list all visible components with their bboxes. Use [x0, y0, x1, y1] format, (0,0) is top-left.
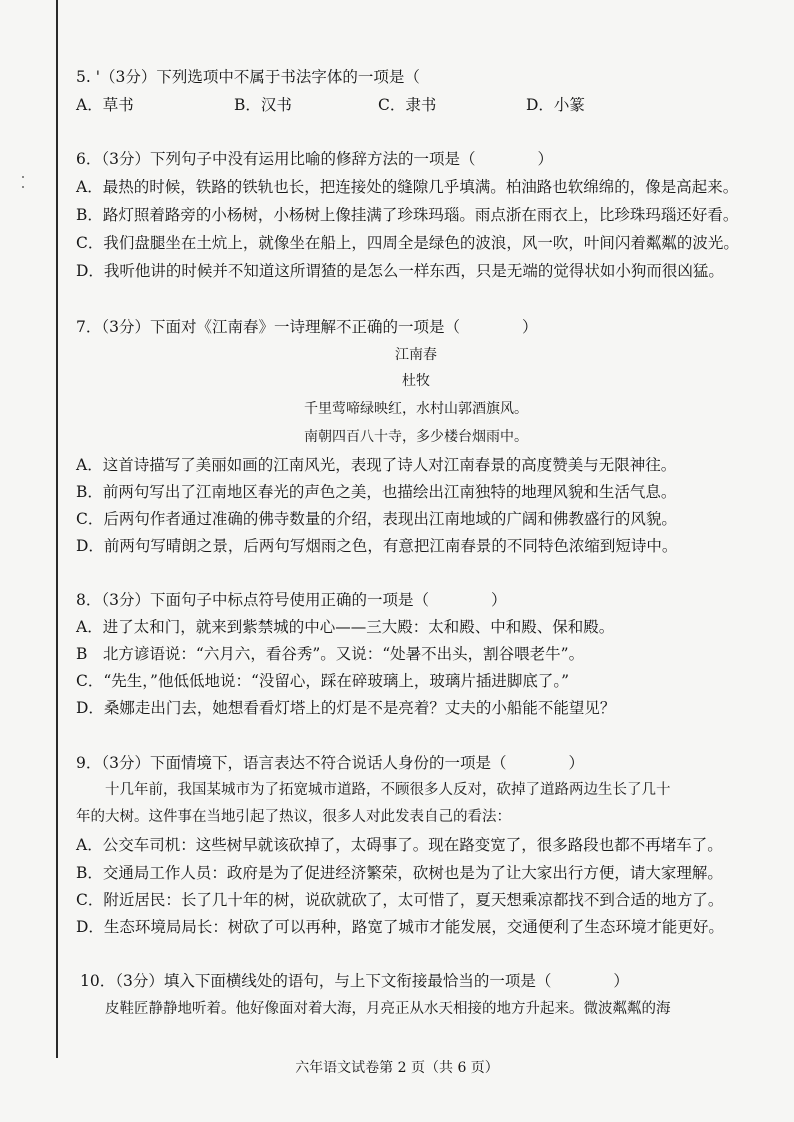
poem-line-2: 南朝四百八十寺，多少楼台烟雨中。 — [304, 429, 528, 445]
option-d[interactable]: D．前两句写晴朗之景，后两句写烟雨之色，有意把江南春景的不同特色浓缩到短诗中。 — [76, 537, 678, 555]
option-a[interactable]: A．这首诗描写了美丽如画的江南风光，表现了诗人对江南春景的高度赞美与无限神往。 — [76, 456, 677, 474]
option-b[interactable]: B．路灯照着路旁的小杨树，小杨树上像挂满了珍珠玛瑙。雨点浙在雨衣上，比珍珠玛瑙还好看。 — [76, 206, 739, 224]
option-c[interactable]: C．我们盘腿坐在土炕上，就像坐在船上，四周全是绿色的波浪，风一吹，叶间闪着粼粼的波光。 — [76, 234, 739, 252]
option-a[interactable]: A．最热的时候，铁路的铁轨也长，把连接处的缝隙几乎填满。柏油路也软绵绵的，像是高起来。 — [76, 178, 739, 196]
scan-speck — [22, 176, 24, 178]
option-a[interactable]: A．草书 — [76, 96, 134, 114]
question-10-stem: 10．（3分）填入下面横线处的语句，与上下文衔接最恰当的一项是（ ） — [80, 972, 629, 990]
option-c[interactable]: C．后两句作者通过准确的佛寺数量的介绍，表现出江南地域的广阔和佛教盛行的风貌。 — [76, 510, 677, 528]
option-d[interactable]: D．我听他讲的时候并不知道这所谓猹的是怎么一样东西，只是无端的觉得状如小狗而很凶猛。 — [76, 262, 724, 280]
option-d[interactable]: D．生态环境局局长：树砍了可以再种，路宽了城市才能发展，交通便利了生态环境才能更好。 — [76, 918, 724, 936]
poem-author: 杜牧 — [402, 373, 430, 389]
option-c[interactable]: C．附近居民：长了几十年的树，说砍就砍了，太可惜了，夏天想乘凉都找不到合适的地方了。 — [76, 891, 724, 909]
option-b[interactable]: B．交通局工作人员：政府是为了促进经济繁荣，砍树也是为了让大家出行方便，请大家理解。 — [76, 864, 723, 882]
page-footer: 六年语文试卷第 2 页（共 6 页） — [295, 1060, 499, 1076]
passage-line: 年的大树。这件事在当地引起了热议，很多人对此发表自己的看法： — [76, 809, 511, 825]
option-c[interactable]: C．“先生，”他低低地说：“没留心，踩在碎玻璃上，玻璃片插进脚底了。” — [76, 672, 570, 690]
option-b[interactable]: B．前两句写出了江南地区春光的声色之美，也描绘出江南独特的地理风貌和生活气息。 — [76, 483, 677, 501]
scan-speck — [22, 186, 24, 188]
option-d[interactable]: D．桑娜走出门去，她想看看灯塔上的灯是不是亮着？丈夫的小船能不能望见？ — [76, 699, 616, 717]
option-a[interactable]: A．进了太和门，就来到紫禁城的中心——三大殿：太和殿、中和殿、保和殿。 — [76, 618, 615, 636]
question-7-stem: 7．（3分）下面对《江南春》一诗理解不正确的一项是（ ） — [76, 318, 538, 336]
binding-margin-line — [56, 0, 58, 1058]
option-d[interactable]: D．小篆 — [526, 96, 585, 114]
option-c[interactable]: C．隶书 — [378, 96, 437, 114]
poem-line-1: 千里莺啼绿映红，水村山郭酒旗风。 — [304, 401, 528, 417]
question-6-stem: 6．（3分）下列句子中没有运用比喻的修辞方法的一项是（ ） — [76, 150, 553, 168]
option-b[interactable]: B 北方谚语说：“六月六，看谷秀”。又说：“处暑不出头，割谷喂老牛”。 — [76, 645, 585, 663]
question-5-stem: 5. '（3分）下列选项中不属于书法字体的一项是（ — [76, 68, 420, 86]
passage-line: 十几年前，我国某城市为了拓宽城市道路，不顾很多人反对，砍掉了道路两边生长了几十 — [76, 782, 671, 798]
option-b[interactable]: B．汉书 — [234, 96, 292, 114]
question-9-stem: 9．（3分）下面情境下，语言表达不符合说话人身份的一项是（ ） — [76, 754, 584, 772]
question-8-stem: 8．（3分）下面句子中标点符号使用正确的一项是（ ） — [76, 591, 507, 609]
poem-title: 江南春 — [395, 347, 437, 363]
passage-line: 皮鞋匠静静地听着。他好像面对着大海，月亮正从水天相接的地方升起来。微波粼粼的海 — [76, 1001, 671, 1017]
option-a[interactable]: A．公交车司机：这些树早就该砍掉了，太碍事了。现在路变宽了，很多路段也都不再堵车了。 — [76, 836, 723, 854]
